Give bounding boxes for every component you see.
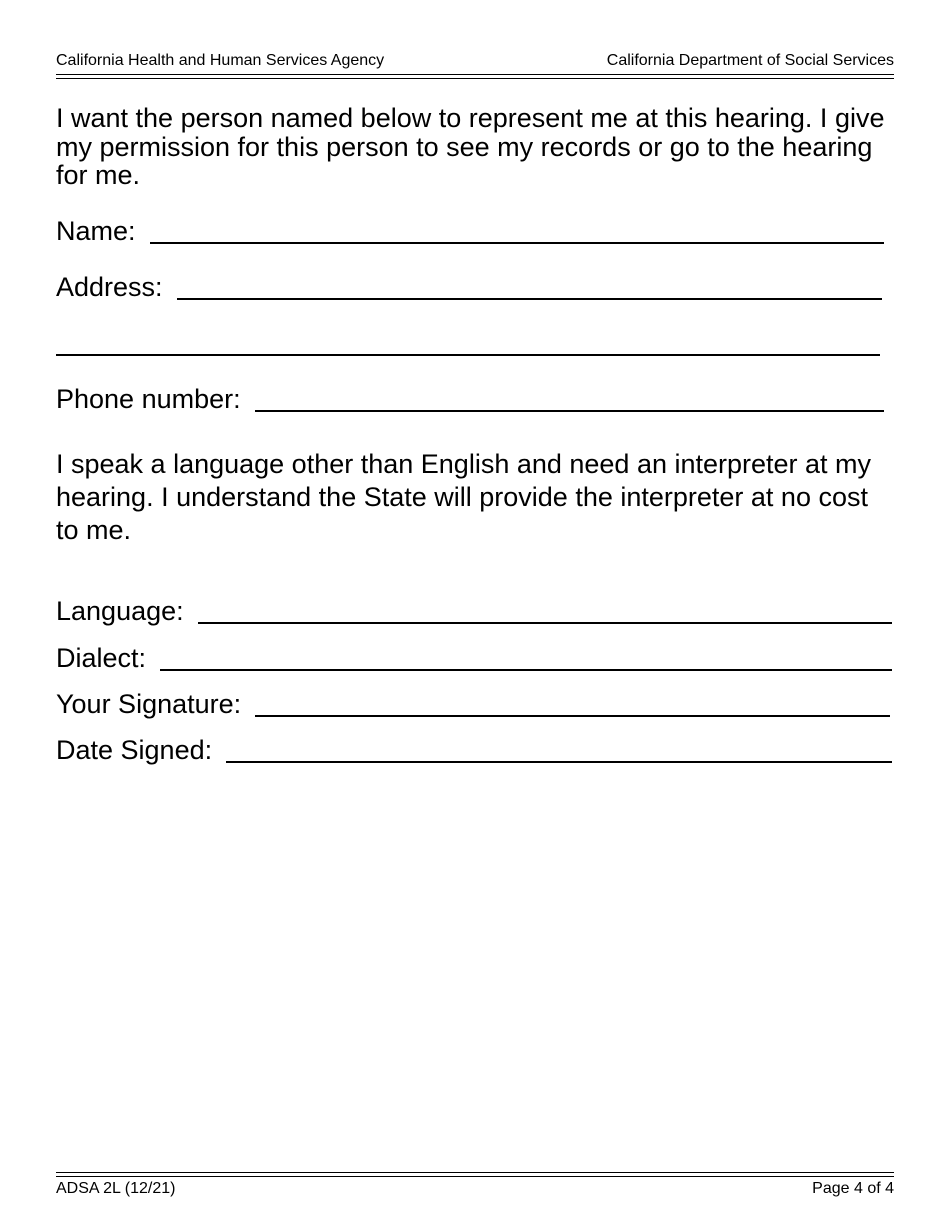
department-name: California Department of Social Services [606,52,894,69]
date-signed-field [56,733,892,767]
language-label: Language: [56,596,184,626]
agency-name: California Health and Human Services Agency [56,52,385,69]
phone-input-line[interactable] [255,386,884,412]
language-field [56,594,892,628]
address-second-line[interactable] [56,354,880,356]
dialect-input-line[interactable] [160,645,892,671]
address-input-line[interactable] [177,274,882,300]
representative-intro: I want the person named below to represent me at this hearing. I give my permission for this person to see my records or go to the hearing for me. [56,103,885,190]
page-number: Page 4 of 4 [812,1180,894,1197]
address-label: Address: [56,272,163,302]
footer-divider [56,1172,894,1177]
representative-phone-field [56,382,884,416]
name-input-line[interactable] [150,218,884,244]
dialect-field [56,641,892,675]
header-divider [56,74,894,79]
date-signed-input-line[interactable] [226,737,892,763]
name-label: Name: [56,216,136,246]
page-footer [56,1178,894,1200]
representative-address-field [56,270,882,304]
interpreter-statement: I speak a language other than English and need an interpreter at my hearing. I understand the State will provide the interpreter at no cost to me. [56,449,872,545]
representative-name-field [56,214,884,248]
language-input-line[interactable] [198,598,892,624]
date-signed-label: Date Signed: [56,735,213,765]
phone-label: Phone number: [56,384,241,414]
signature-field [56,687,890,721]
dialect-label: Dialect: [56,643,147,673]
signature-input-line[interactable] [255,691,890,717]
signature-label: Your Signature: [56,689,242,719]
form-id: ADSA 2L (12/21) [56,1180,176,1197]
page-header [56,50,894,72]
